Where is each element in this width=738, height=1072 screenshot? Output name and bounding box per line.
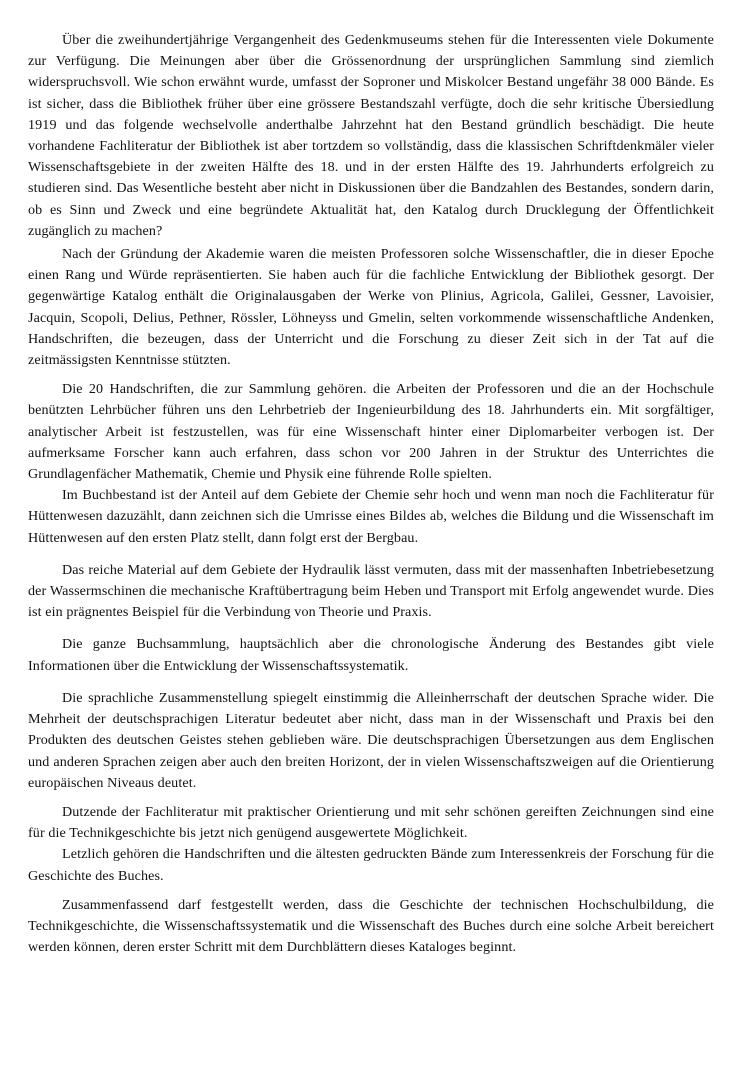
paragraph-chemistry: Im Buchbestand ist der Anteil auf dem Gebiete der Chemie sehr hoch und wenn man noch die Fachliteratur für Hüttenwesen dazuzählt, dann zeichnen sich die Umrisse eines Bildes ab, welches die Bildung und die Wissenschaft im Hüttenwesen auf den ersten Platz stellt, dann folgt erst der Bergbau. (28, 487, 714, 546)
paragraph-hydraulics: Das reiche Material auf dem Gebiete der Hydraulik lässt vermuten, dass mit der massenhaften Inbetriebesetzung der Wassermschinen die mechanische Kraftübertragung beim Heben und Transport mit Erfolg angewendet wurde. Dies ist ein prägnentes Beispiel für die Verbindung von Theorie und Praxis. (28, 561, 714, 621)
paragraph-manuscripts: Die 20 Handschriften, die zur Sammlung gehören. die Arbeiten der Professoren und die an der Hochschule benützten Lehrbücher führen uns den Lehrbetrieb der Ingenieurbildung des 18. Jahrhunderts ein. Mit sorgfältiger, analytischer Arbeit ist festzustellen, was für eine Wissenschaft hinter einer Diplomarbeiter verbogen ist. Der aufmerksame Forscher kann auch erfahren, dass schon vor 200 Jahren in der Struktur des Unterrichtes die Grundlagenfächer Mathematik, Chemie und Physik eine führende Rolle spielten. (28, 381, 714, 483)
paragraph-language: Die sprachliche Zusammenstellung spiegelt einstimmig die Alleinherrschaft der deutschen Sprache wider. Die Mehrheit der deutschsprachigen Literatur bedeutet aber nicht, dass man in der Wissenschaft und Praxis bei den Produkten des deutschen Geistes stehen geblieben wäre. Die deutschsprachigen Übersetzungen aus dem Englischen und anderen Sprachen zeigen aber auch den breiten Horizont, der in vielen Wissenschaftszweigen auf die Orientierung europäischen Niveaus deutet. (28, 689, 714, 791)
document-page (28, 30, 714, 958)
paragraph-technical-literature: Dutzende der Fachliteratur mit praktischer Orientierung und mit sehr schönen gereiften Zeichnungen sind eine für die Technikgeschichte bis jetzt nich genügend ausgewertete Möglichkeit. (28, 803, 714, 842)
paragraph-conclusion: Zusammenfassend darf festgestellt werden, dass die Geschichte der technischen Hochschulbildung, die Technikgeschichte, die Wissenschaftssystematik und die Wissenschaft des Buches durch eine solche Arbeit bereichert werden können, deren erster Schritt mit dem Durchblättern dieses Kataloges beginnt. (28, 896, 714, 956)
paragraph-academy-professors: Nach der Gründung der Akademie waren die meisten Professoren solche Wissenschaftler, die in dieser Epoche einen Rang und Würde repräsentierten. Sie haben auch für die fachliche Entwicklung der Bibliothek gesorgt. Der gegenwärtige Katalog enthält die Originalausgaben der Werke von Plinius, Agricola, Galilei, Gessner, Lavoisier, Jacquin, Scopoli, Delius, Pethner, Rössler, Löhneyss und Gmelin, selten vorkommende wissenschaftliche Andenken, Handschriften, die bezeugen, dass der Unterricht und die Forschung zu dieser Zeit sich in der Tat auf die zeitmässigsten Kenntnisse stützten. (28, 246, 714, 369)
paragraph-museum-history: Über die zweihundertjährige Vergangenheit des Gedenkmuseums stehen für die Interessenten viele Dokumente zur Verfügung. Die Meinungen aber über die Grössenordnung der ursprünglichen Sammlung sind ziemlich widerspruchsvoll. Wie schon erwähnt wurde, umfasst der Soproner und Miskolcer Bestand ungefähr 38 000 Bände. Es ist sicher, dass die Bibliothek früher über eine grössere Bestandszahl verfügte, doch die sehr kritische Übersiedlung 1919 und das folgende wechselvolle anderthalbe Jahrzehnt hat den Bestand gründlich beschädigt. Die heute vorhandene Fachliteratur der Bibliothek ist aber tortzdem so vollständig, dass die klassischen Schriftdenkmäler vieler Wissenschaftsgebiete in der zweiten Hälfte des 18. und in der ersten Hälfte des 19. Jahrhunderts erfolgreich zu studieren sind. Das Wesentliche besteht aber nicht in Diskussionen über die Bandzahlen des Bestandes, sondern darin, ob es Sinn und Zweck und eine begründete Aktualität hat, den Katalog durch Drucklegung der Öffentlichkeit zugänglich zu machen? (28, 32, 714, 239)
paragraph-book-history: Letzlich gehören die Handschriften und die ältesten gedruckten Bände zum Interessenkreis der Forschung für die Geschichte des Buches. (28, 846, 714, 884)
paragraph-collection-systematics: Die ganze Buchsammlung, hauptsächlich aber die chronologische Änderung des Bestandes gibt viele Informationen über die Entwicklung der Wissenschaftssystematik. (28, 636, 714, 674)
